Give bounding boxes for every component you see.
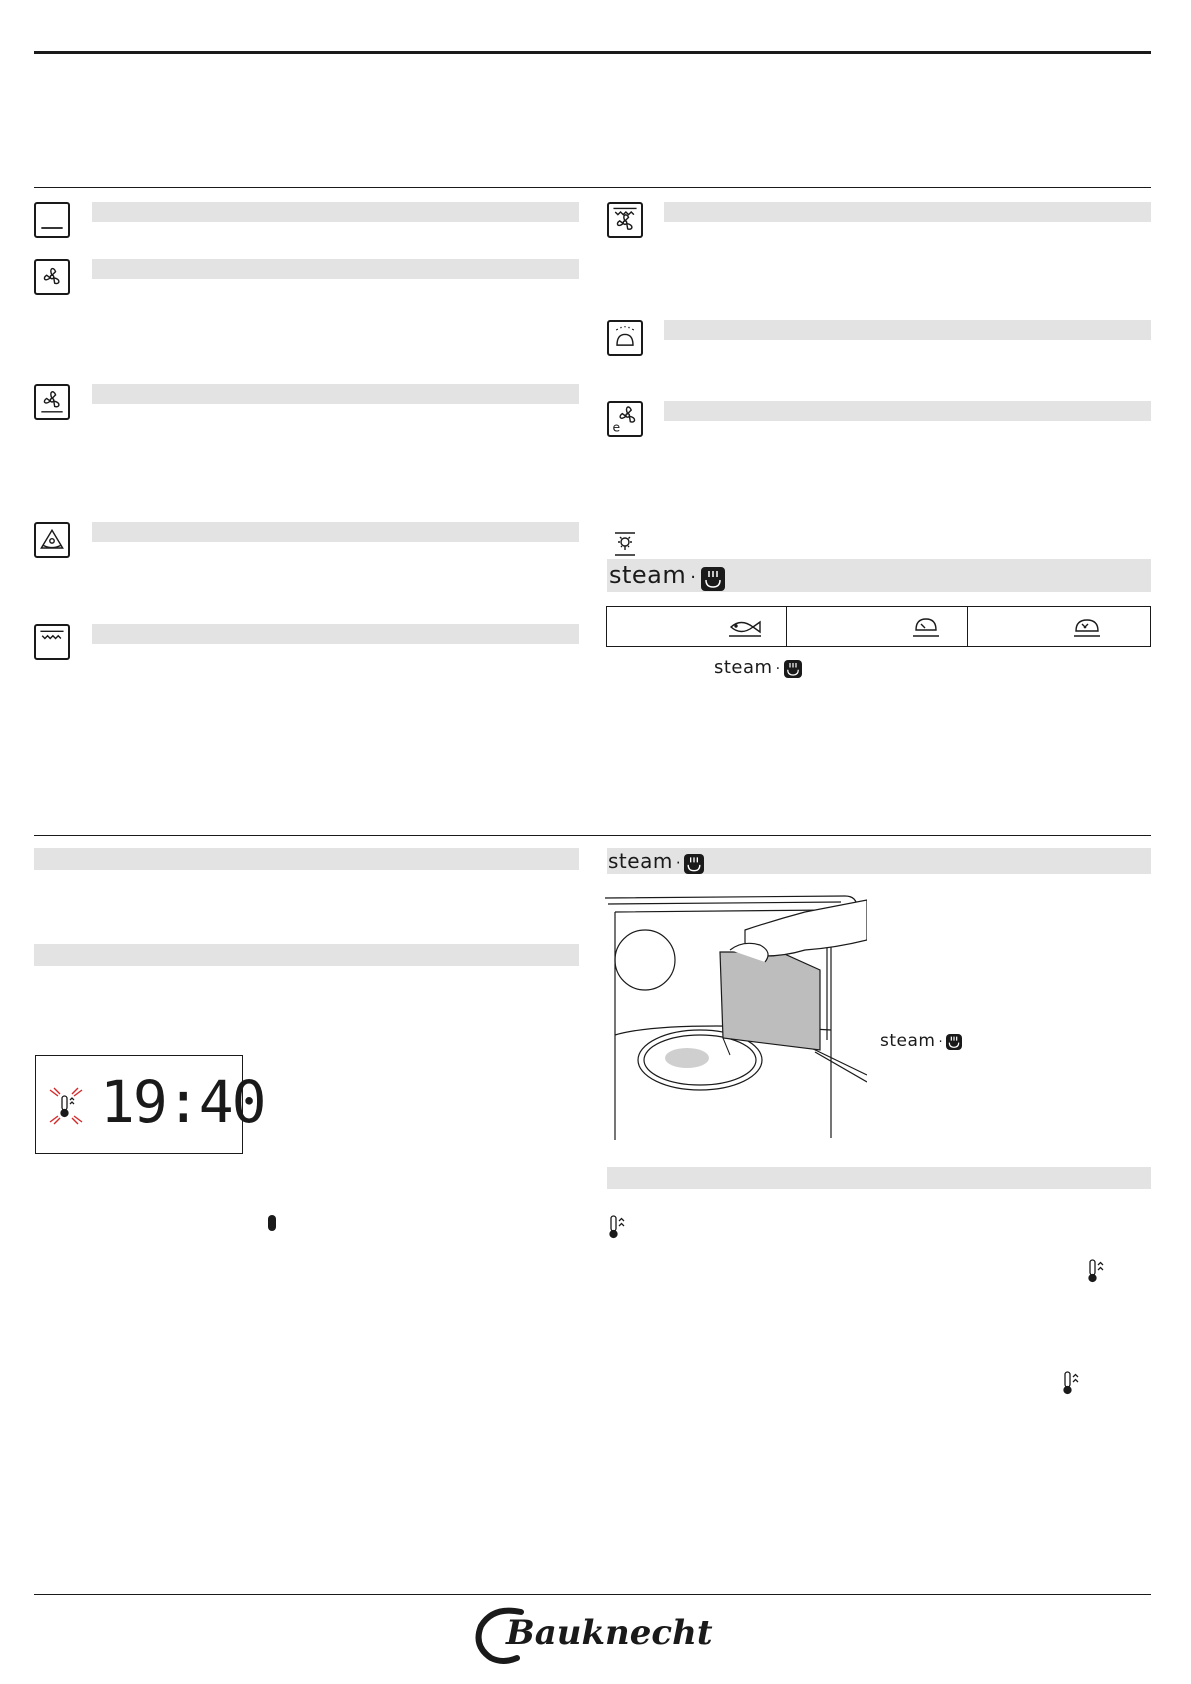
steam-logo [608,849,704,873]
bread-icon [1072,615,1102,639]
footer-divider [34,1594,1151,1595]
thermometer-alert-icon [44,1084,88,1128]
top-rule [34,51,1151,54]
section-divider [34,187,1151,188]
thermometer-icon [1087,1258,1109,1284]
dot-icon [268,1215,276,1231]
function-heading-bar [92,624,579,644]
steam-logo-inline [714,657,802,681]
proof-dough-icon [607,320,643,356]
section-heading-bar [607,1167,1151,1189]
function-heading-bar [664,202,1151,222]
function-heading-bar [92,259,579,279]
function-heading-bar [664,320,1151,340]
function-heading-bar [92,202,579,222]
oven-water-fill-illustration [605,890,867,1148]
function-heading-bar [664,401,1151,421]
steam-badge-icon [701,567,725,591]
steam-dot: · [775,661,781,677]
steam-table-cell-bread [967,606,1151,647]
function-heading-bar [92,522,579,542]
forced-air-icon [34,259,70,295]
steam-logo-inline [880,1031,962,1053]
steam-word: steam [880,1031,936,1051]
convection-bake-icon [34,384,70,420]
poultry-icon [911,615,941,639]
oven-display [35,1055,265,1154]
turbo-grill-icon [607,202,643,238]
steam-table-cell-fish [606,606,787,647]
grill-icon [34,624,70,660]
steam-word: steam [714,657,773,678]
steam-heading-bar [607,848,1151,874]
steam-heading-bar [607,559,1151,592]
steam-dot: · [675,854,682,872]
fish-icon [727,616,763,638]
thermometer-icon [608,1214,630,1240]
svg-text:e: e [612,419,621,435]
steam-dot: · [690,567,697,588]
steam-dot: · [938,1035,944,1050]
brand-logo: Bauknecht [506,1613,713,1653]
conventional-icon [34,202,70,238]
steam-badge-icon [784,660,802,678]
eco-forced-air-icon [607,401,643,437]
lamp-icon [613,531,637,557]
section-heading-bar [34,848,579,870]
steam-word: steam [608,849,673,873]
function-heading-bar [92,384,579,404]
steam-logo [609,561,725,591]
section-divider [34,835,1151,836]
steam-badge-icon [684,854,704,874]
steam-word: steam [609,561,687,589]
section-heading-bar [34,944,579,966]
steam-table-cell-poultry [786,606,968,647]
pizza-icon [34,522,70,558]
display-time: 19:40 [100,1068,265,1136]
steam-badge-icon [946,1034,962,1050]
thermometer-icon [1062,1370,1084,1396]
